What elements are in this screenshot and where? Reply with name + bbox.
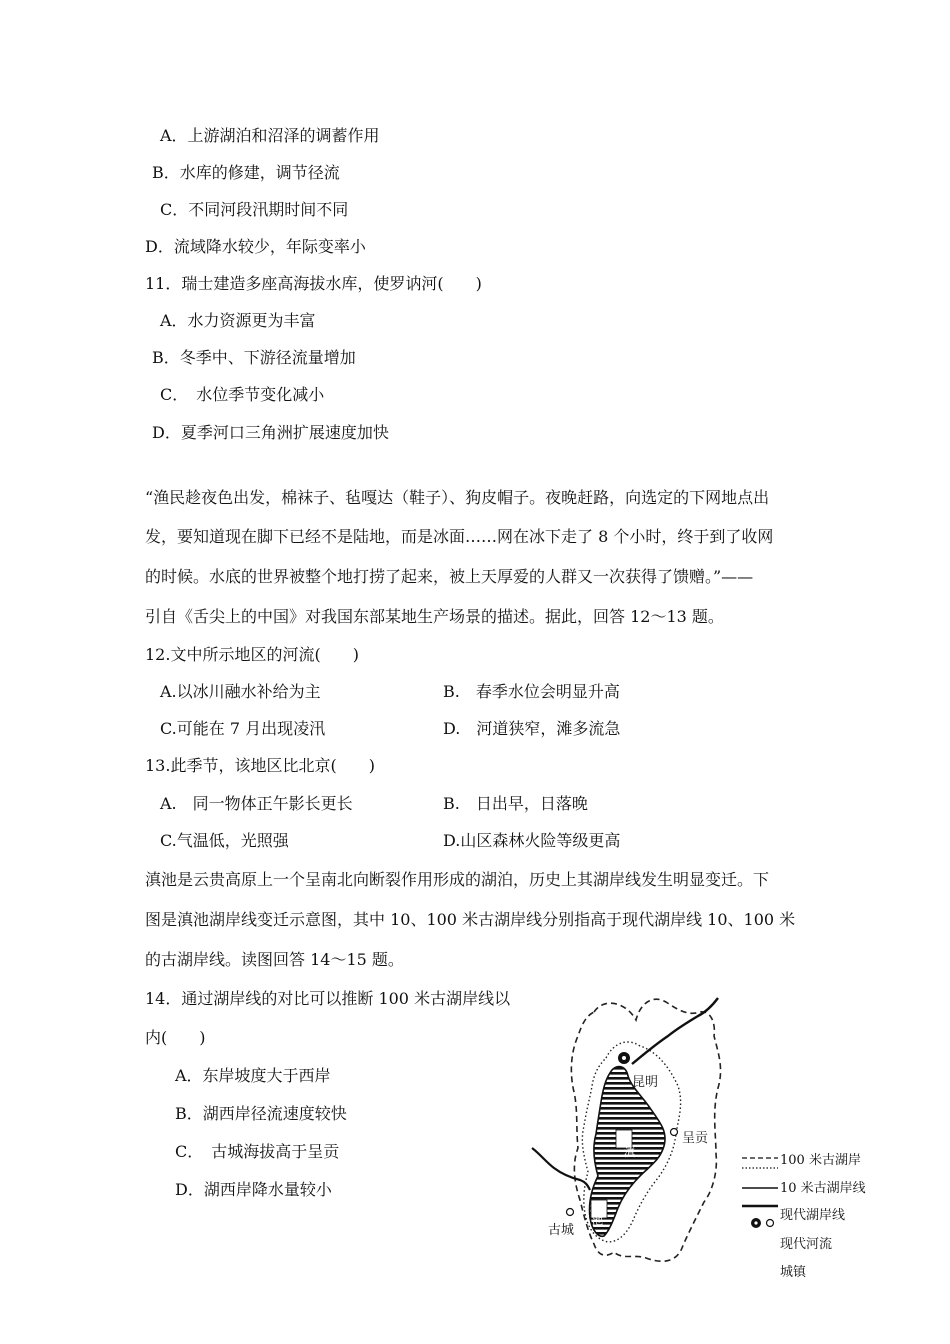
city-gucheng-marker	[567, 1209, 574, 1216]
q14-option-d: D．湖西岸降水量较小	[175, 1180, 332, 1199]
lake-label-1: 滇	[624, 1146, 635, 1159]
q12-stem: 12.文中所示地区的河流( )	[145, 645, 359, 664]
q12-option-a: A.以冰川融水补给为主	[160, 682, 321, 701]
legend-label-river: 现代河流	[780, 1237, 833, 1252]
dianchi-shoreline-map	[528, 992, 928, 1332]
q13-option-d: D.山区森林火险等级更高	[443, 831, 621, 850]
legend-town-symbol	[767, 1220, 774, 1227]
city-kunming-label: 昆明	[632, 1075, 659, 1090]
city-gucheng-label: 古城	[548, 1223, 575, 1238]
q12-option-d: D. 河道狭窄，滩多流急	[443, 719, 621, 738]
q13-option-a: A. 同一物体正午影长更长	[160, 794, 353, 813]
legend-label-10m: 10 米古湖岸线	[780, 1181, 866, 1196]
q11-option-a: A．水力资源更为丰富	[160, 311, 316, 330]
q14-option-a: A．东岸坡度大于西岸	[175, 1066, 331, 1085]
q10-option-a: A．上游湖泊和沼泽的调蓄作用	[160, 126, 380, 145]
q13-option-c: C.气温低，光照强	[160, 831, 289, 850]
q11-option-d: D．夏季河口三角洲扩展速度加快	[152, 423, 389, 442]
q11-stem: 11．瑞士建造多座高海拔水库，使罗讷河( )	[145, 274, 482, 293]
river-southwest	[532, 1148, 590, 1190]
legend-label-modern-shoreline: 现代湖岸线	[780, 1208, 846, 1223]
q14-option-c: C． 古城海拔高于呈贡	[175, 1142, 340, 1161]
q13-stem: 13.此季节，该地区比北京( )	[145, 756, 375, 775]
q13-option-b: B. 日出早，日落晚	[443, 794, 588, 813]
q11-option-b: B．冬季中、下游径流量增加	[152, 348, 356, 367]
passage1-line1: “渔民趁夜色出发，棉袜子、毡嘎达（鞋子）、狗皮帽子。夜晚赶路，向选定的下网地点出	[145, 488, 770, 507]
passage1-line4: 引自《舌尖上的中国》对我国东部某地生产场景的描述。据此，回答 12～13 题。	[145, 607, 724, 626]
q10-option-d: D．流域降水较少，年际变率小	[145, 237, 366, 256]
passage1-line3: 的时候。水底的世界被整个地打捞了起来，被上天厚爱的人群又一次获得了馈赠。”——	[145, 567, 754, 586]
city-chenggong-label: 呈贡	[682, 1131, 709, 1146]
q10-option-b: B．水库的修建，调节径流	[152, 163, 340, 182]
legend-label-town: 城镇	[780, 1265, 807, 1280]
legend-label-100m: 100 米古湖岸	[780, 1153, 861, 1168]
passage2-line3: 的古湖岸线。读图回答 14～15 题。	[145, 950, 404, 969]
passage1-line2: 发，要知道现在脚下已经不是陆地，而是冰面……网在冰下走了 8 个小时，终于到了收网	[145, 527, 774, 546]
passage2-line1: 滇池是云贵高原上一个呈南北向断裂作用形成的湖泊，历史上其湖岸线发生明显变迁。下	[145, 870, 770, 889]
lake-label-2: 池	[592, 1214, 603, 1227]
q12-option-b: B. 春季水位会明显升高	[443, 682, 620, 701]
q14-stem-line2: 内( )	[145, 1028, 206, 1047]
passage2-line2: 图是滇池湖岸线变迁示意图，其中 10、100 米古湖岸线分别指高于现代湖岸线 10、100 米	[145, 910, 796, 929]
q10-option-c: C．不同河段汛期时间不同	[160, 200, 349, 219]
q14-option-b: B．湖西岸径流速度较快	[175, 1104, 347, 1123]
q14-stem-line1: 14．通过湖岸线的对比可以推断 100 米古湖岸线以	[145, 989, 511, 1008]
city-chenggong-marker	[671, 1129, 678, 1136]
q12-option-c: C.可能在 7 月出现凌汛	[160, 719, 326, 738]
q11-option-c: C． 水位季节变化减小	[160, 385, 325, 404]
